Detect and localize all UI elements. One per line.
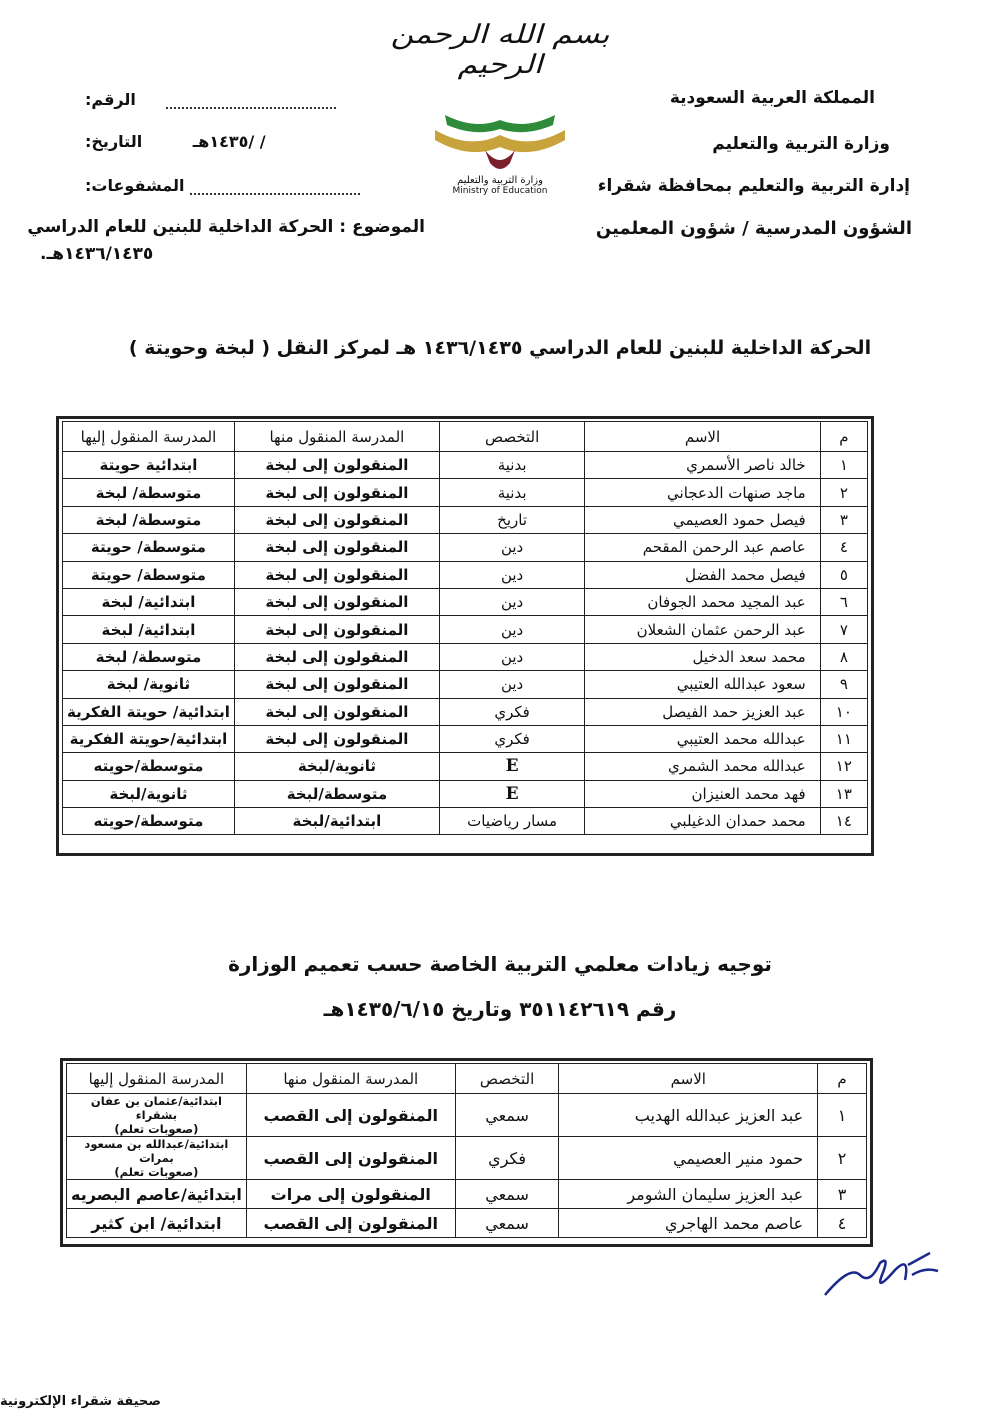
attachments-dots — [190, 179, 360, 195]
row-from-school: متوسطة/لبخة — [234, 780, 439, 807]
row-to-school: متوسطة/ حويتة — [63, 561, 235, 588]
row-from-school: المنقولون إلى القصب — [246, 1209, 455, 1238]
row-to-school-name: ابتدائية/عثمان بن عفان بشقراء — [90, 1094, 222, 1122]
row-index: ٤ — [818, 1209, 867, 1238]
date-value: / /١٤٣٥هـ — [192, 132, 266, 151]
row-from-school: المنقولون إلى لبخة — [234, 506, 439, 533]
row-index: ٣ — [820, 506, 867, 533]
section1-title: الحركة الداخلية للبنين للعام الدراسي ١٤٣٦/١٤٣٥ هـ لمركز النقل ( لبخة وحويتة ) — [128, 337, 872, 359]
section1-row — [63, 479, 868, 506]
row-to-school: ابتدائية/ لبخة — [63, 588, 235, 615]
col-specialty: التخصص — [439, 422, 584, 452]
number-field — [85, 90, 336, 109]
section1-body — [63, 452, 868, 835]
row-specialty: E — [439, 780, 584, 807]
row-index: ١٠ — [820, 698, 867, 725]
row-index: ٢ — [820, 479, 867, 506]
row-index: ٥ — [820, 561, 867, 588]
ministry-logo-icon — [425, 95, 575, 175]
header-line-ministry: وزارة التربية والتعليم — [712, 134, 890, 154]
row-to-school: ابتدائية/ حويتة الفكرية — [63, 698, 235, 725]
row-from-school: المنقولون إلى لبخة — [234, 671, 439, 698]
logo-text-ar: وزارة التربية والتعليم — [457, 175, 543, 186]
row-name: فيصل محمد الفضل — [585, 561, 820, 588]
basmala-text: بسم الله الرحمن الرحيم — [390, 20, 610, 80]
row-specialty: تاريخ — [439, 506, 584, 533]
row-name: فهد محمد العنيزان — [585, 780, 820, 807]
section1-row — [63, 671, 868, 698]
section2-title-line1: توجيه زيادات معلمي التربية الخاصة حسب تعميم الوزارة — [228, 952, 772, 976]
row-name: عبد العزيز سليمان الشومر — [559, 1180, 818, 1209]
row-from-school: المنقولون إلى لبخة — [234, 561, 439, 588]
section1-row — [63, 643, 868, 670]
row-specialty: دين — [439, 561, 584, 588]
row-specialty: سمعي — [455, 1209, 559, 1238]
row-specialty: فكري — [439, 725, 584, 752]
row-to-school-note: (صعوبات تعلم) — [114, 1165, 199, 1179]
row-name: حمود منير العصيمي — [559, 1137, 818, 1180]
row-to-school: متوسطة/ لبخة — [63, 506, 235, 533]
row-from-school: المنقولون إلى لبخة — [234, 698, 439, 725]
row-name: ماجد صنهات الدعجاني — [585, 479, 820, 506]
section2-table — [66, 1063, 867, 1238]
row-to-school: ثانوية/ لبخة — [63, 671, 235, 698]
row-name: عبدالله محمد العتيبي — [585, 725, 820, 752]
basmala-calligraphy — [385, 20, 615, 90]
row-specialty: دين — [439, 534, 584, 561]
row-index: ١٣ — [820, 780, 867, 807]
section1-table — [62, 421, 868, 835]
col-to-school: المدرسة المنقول إليها — [63, 422, 235, 452]
row-specialty: سمعي — [455, 1094, 559, 1137]
section1-row — [63, 506, 868, 533]
row-from-school: المنقولون إلى لبخة — [234, 616, 439, 643]
row-to-school: متوسطة/حويته — [63, 808, 235, 835]
row-to-school-name: ابتدائية/عبدالله بن مسعود بمرات — [84, 1137, 229, 1165]
section1-row — [63, 808, 868, 835]
row-to-school: ابتدائية/حويتة الفكرية — [63, 725, 235, 752]
section1-row — [63, 534, 868, 561]
col2-to-school: المدرسة المنقول إليها — [67, 1064, 247, 1094]
row-specialty: دين — [439, 588, 584, 615]
row-index: ٩ — [820, 671, 867, 698]
ministry-logo — [425, 95, 575, 215]
row-from-school: المنقولون إلى لبخة — [234, 643, 439, 670]
section1-row — [63, 452, 868, 479]
row-to-school — [67, 1094, 247, 1137]
row-specialty: فكري — [455, 1137, 559, 1180]
row-name: عبد العزيز حمد الفيصل — [585, 698, 820, 725]
row-specialty: دين — [439, 671, 584, 698]
section2-row — [67, 1094, 867, 1137]
section1-row — [63, 588, 868, 615]
date-label: التاريخ: — [85, 132, 143, 151]
row-from-school: المنقولون إلى لبخة — [234, 725, 439, 752]
row-name: سعود عبدالله العتيبي — [585, 671, 820, 698]
row-from-school: المنقولون إلى القصب — [246, 1137, 455, 1180]
row-specialty: مسار رياضيات — [439, 808, 584, 835]
row-to-school: متوسطة/ حويتة — [63, 534, 235, 561]
footer-source: صحيفة شقراء الإلكترونية — [0, 1394, 161, 1409]
row-from-school: المنقولون إلى القصب — [246, 1094, 455, 1137]
row-from-school: المنقولون إلى لبخة — [234, 588, 439, 615]
section1-row — [63, 616, 868, 643]
row-to-school: متوسطة/ لبخة — [63, 479, 235, 506]
row-specialty: E — [439, 753, 584, 780]
attachments-field — [85, 176, 360, 195]
row-index: ٢ — [818, 1137, 867, 1180]
row-from-school: المنقولون إلى لبخة — [234, 534, 439, 561]
row-specialty: بدنية — [439, 479, 584, 506]
logo-text-en: Ministry of Education — [452, 186, 548, 196]
row-index: ١١ — [820, 725, 867, 752]
row-to-school: متوسطة/ لبخة — [63, 643, 235, 670]
section2-row — [67, 1137, 867, 1180]
section1-header-row — [63, 422, 868, 452]
row-name: عاصم محمد الهاجري — [559, 1209, 818, 1238]
row-name: خالد ناصر الأسمري — [585, 452, 820, 479]
attachments-label: المشفوعات: — [85, 176, 185, 195]
section2-row — [67, 1209, 867, 1238]
row-to-school — [67, 1137, 247, 1180]
row-name: فيصل حمود العصيمي — [585, 506, 820, 533]
row-to-school-note: (صعوبات تعلم) — [114, 1122, 199, 1136]
header-line-directorate: إدارة التربية والتعليم بمحافظة شقراء — [597, 176, 910, 196]
section1-row — [63, 698, 868, 725]
row-to-school: ابتدائية/ لبخة — [63, 616, 235, 643]
row-name: عبد المجيد محمد الجوفان — [585, 588, 820, 615]
row-index: ٣ — [818, 1180, 867, 1209]
header-line-department: الشؤون المدرسية / شؤون المعلمين — [595, 218, 912, 239]
number-label: الرقم: — [85, 90, 136, 109]
row-specialty: دين — [439, 616, 584, 643]
row-from-school: المنقولون إلى لبخة — [234, 479, 439, 506]
col2-name: الاسم — [559, 1064, 818, 1094]
section2-row — [67, 1180, 867, 1209]
row-from-school: ثانوية/لبخة — [234, 753, 439, 780]
row-to-school: ابتدائية/ ابن كثير — [67, 1209, 247, 1238]
row-to-school: ثانوية/لبخة — [63, 780, 235, 807]
subject-line-1: الموضوع : الحركة الداخلية للبنين للعام الدراسي — [27, 217, 425, 237]
row-name: عبد العزيز عبدالله الهديب — [559, 1094, 818, 1137]
row-index: ١ — [820, 452, 867, 479]
row-specialty: فكري — [439, 698, 584, 725]
row-specialty: سمعي — [455, 1180, 559, 1209]
number-dots — [166, 93, 336, 109]
row-index: ١ — [818, 1094, 867, 1137]
row-from-school: المنقولون إلى مرات — [246, 1180, 455, 1209]
row-name: عاصم عبد الرحمن المقحم — [585, 534, 820, 561]
row-index: ١٤ — [820, 808, 867, 835]
section2-title-line2: رقم ٣٥١١٤٢٦١٩ وتاريخ ١٤٣٥/٦/١٥هـ — [323, 997, 677, 1021]
section1-row — [63, 753, 868, 780]
row-from-school: ابتدائية/لبخة — [234, 808, 439, 835]
col2-index: م — [818, 1064, 867, 1094]
signature-scribble — [820, 1245, 945, 1305]
header-line-country: المملكة العربية السعودية — [669, 88, 875, 108]
section2-header-row — [67, 1064, 867, 1094]
row-name: عبدالله محمد الشمري — [585, 753, 820, 780]
row-to-school: ابتدائية حويتة — [63, 452, 235, 479]
subject-line-2: ١٤٣٦/١٤٣٥هـ. — [40, 244, 154, 264]
col-index: م — [820, 422, 867, 452]
row-name: محمد حمدان الدغيلبي — [585, 808, 820, 835]
row-index: ٨ — [820, 643, 867, 670]
section1-row — [63, 780, 868, 807]
row-name: عبد الرحمن عثمان الشعلان — [585, 616, 820, 643]
row-specialty: دين — [439, 643, 584, 670]
row-to-school: متوسطة/حويته — [63, 753, 235, 780]
row-to-school: ابتدائية/عاصم البصريه — [67, 1180, 247, 1209]
row-name: محمد سعد الدخيل — [585, 643, 820, 670]
section1-row — [63, 561, 868, 588]
row-index: ٤ — [820, 534, 867, 561]
row-from-school: المنقولون إلى لبخة — [234, 452, 439, 479]
date-field — [85, 132, 266, 151]
section2-body — [67, 1094, 867, 1238]
col2-from-school: المدرسة المنقول منها — [246, 1064, 455, 1094]
section1-row — [63, 725, 868, 752]
col-from-school: المدرسة المنقول منها — [234, 422, 439, 452]
row-specialty: بدنية — [439, 452, 584, 479]
row-index: ١٢ — [820, 753, 867, 780]
row-index: ٧ — [820, 616, 867, 643]
col-name: الاسم — [585, 422, 820, 452]
row-index: ٦ — [820, 588, 867, 615]
col2-specialty: التخصص — [455, 1064, 559, 1094]
